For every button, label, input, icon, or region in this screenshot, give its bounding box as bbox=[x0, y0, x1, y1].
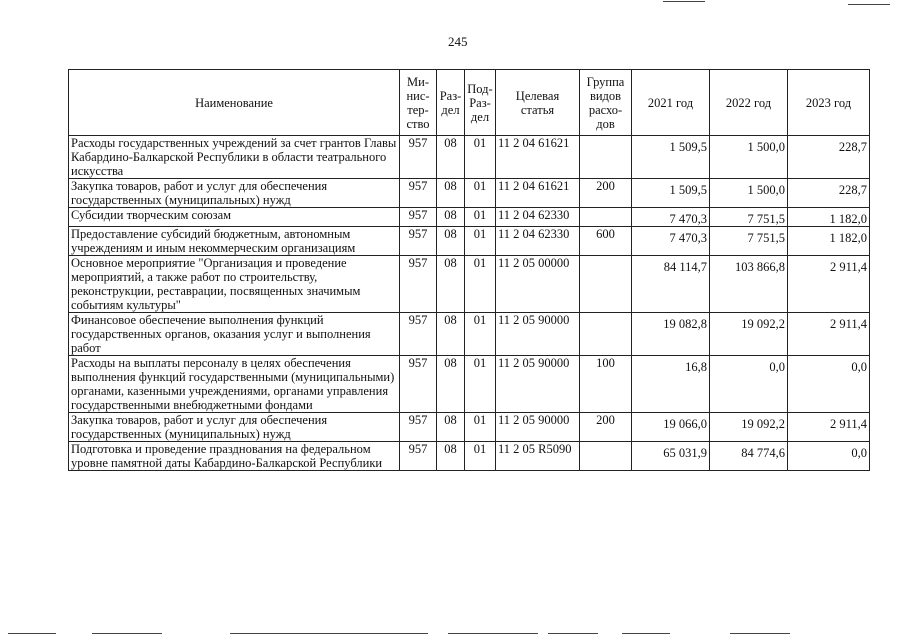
table-row bbox=[69, 313, 870, 356]
cell-subsection: 01 bbox=[465, 356, 496, 413]
cell-expense-group: 100 bbox=[580, 356, 632, 413]
cell-ministry: 957 bbox=[400, 256, 437, 313]
cell-2021 bbox=[632, 256, 710, 313]
cell-2023 bbox=[788, 179, 870, 208]
cell-2021-value: 7 470,3 bbox=[669, 231, 707, 245]
cell-target: 11 2 04 62330 bbox=[496, 208, 580, 227]
cell-2022 bbox=[710, 208, 788, 227]
cell-section: 08 bbox=[437, 313, 465, 356]
cell-2021 bbox=[632, 442, 710, 471]
cell-2022 bbox=[710, 413, 788, 442]
cell-2023 bbox=[788, 356, 870, 413]
cell-name: Основное мероприятие "Организация и проведение мероприятий, а также работ по строительству, реконструкции, реставрации, посвященных значимым событиям культуры" bbox=[69, 256, 400, 313]
cell-2022-value: 103 866,8 bbox=[735, 260, 785, 274]
cell-section: 08 bbox=[437, 227, 465, 256]
cell-expense-group bbox=[580, 136, 632, 179]
cell-ministry: 957 bbox=[400, 413, 437, 442]
cell-expense-group bbox=[580, 256, 632, 313]
cell-section: 08 bbox=[437, 136, 465, 179]
cell-2023-value: 1 182,0 bbox=[829, 231, 867, 245]
cell-2022-value: 19 092,2 bbox=[741, 317, 785, 331]
cell-2022-value: 84 774,6 bbox=[741, 446, 785, 460]
scan-mark bbox=[848, 4, 890, 5]
cell-2022-value: 7 751,5 bbox=[747, 212, 785, 226]
cell-2021 bbox=[632, 179, 710, 208]
cell-2021 bbox=[632, 356, 710, 413]
cell-2021-value: 19 082,8 bbox=[663, 317, 707, 331]
cell-2022 bbox=[710, 356, 788, 413]
scan-mark bbox=[92, 633, 162, 634]
table-row bbox=[69, 356, 870, 413]
cell-2021-value: 7 470,3 bbox=[669, 212, 707, 226]
header-row bbox=[69, 70, 870, 136]
cell-section: 08 bbox=[437, 356, 465, 413]
cell-2021 bbox=[632, 227, 710, 256]
scan-mark bbox=[663, 1, 705, 2]
cell-2023-value: 2 911,4 bbox=[829, 317, 867, 331]
cell-2023 bbox=[788, 136, 870, 179]
cell-2022 bbox=[710, 227, 788, 256]
scan-mark bbox=[230, 633, 428, 634]
cell-2021-value: 19 066,0 bbox=[663, 417, 707, 431]
cell-2023-value: 228,7 bbox=[838, 183, 867, 197]
cell-expense-group: 200 bbox=[580, 413, 632, 442]
cell-target: 11 2 05 90000 bbox=[496, 413, 580, 442]
cell-2023-value: 228,7 bbox=[838, 140, 867, 154]
cell-ministry: 957 bbox=[400, 136, 437, 179]
cell-expense-group bbox=[580, 208, 632, 227]
cell-2021-value: 1 509,5 bbox=[669, 183, 707, 197]
scan-mark bbox=[548, 633, 598, 634]
budget-table bbox=[68, 69, 870, 471]
cell-target: 11 2 05 90000 bbox=[496, 313, 580, 356]
cell-subsection: 01 bbox=[465, 313, 496, 356]
cell-2023-value: 1 182,0 bbox=[829, 212, 867, 226]
cell-subsection: 01 bbox=[465, 413, 496, 442]
cell-2021 bbox=[632, 208, 710, 227]
cell-name: Расходы государственных учреждений за счет грантов Главы Кабардино-Балкарской Республики в области театрального искусства bbox=[69, 136, 400, 179]
cell-2022 bbox=[710, 313, 788, 356]
cell-subsection: 01 bbox=[465, 227, 496, 256]
cell-name: Расходы на выплаты персоналу в целях обеспечения выполнения функций государственными (муниципальными) органами, казенными учреждениями, органами управления государственными внебюджетными фондами bbox=[69, 356, 400, 413]
header-section: Раз- дел bbox=[437, 70, 465, 136]
cell-2021-value: 16,8 bbox=[685, 360, 707, 374]
cell-2023-value: 0,0 bbox=[851, 360, 867, 374]
cell-2023 bbox=[788, 208, 870, 227]
cell-2022-value: 0,0 bbox=[769, 360, 785, 374]
cell-2023 bbox=[788, 227, 870, 256]
header-target: Целевая статья bbox=[496, 70, 580, 136]
header-expense-group: Группа видов расхо- дов bbox=[580, 70, 632, 136]
scan-mark bbox=[730, 633, 790, 634]
scan-mark bbox=[622, 633, 670, 634]
cell-ministry: 957 bbox=[400, 179, 437, 208]
cell-expense-group bbox=[580, 313, 632, 356]
scan-mark bbox=[8, 633, 56, 634]
header-2023: 2023 год bbox=[788, 70, 870, 136]
cell-ministry: 957 bbox=[400, 442, 437, 471]
cell-target: 11 2 05 R5090 bbox=[496, 442, 580, 471]
cell-2021 bbox=[632, 413, 710, 442]
scan-mark bbox=[448, 633, 538, 634]
cell-expense-group: 600 bbox=[580, 227, 632, 256]
cell-subsection: 01 bbox=[465, 256, 496, 313]
cell-2023-value: 2 911,4 bbox=[829, 260, 867, 274]
cell-2021-value: 84 114,7 bbox=[663, 260, 707, 274]
table-row bbox=[69, 256, 870, 313]
cell-target: 11 2 04 61621 bbox=[496, 179, 580, 208]
cell-ministry: 957 bbox=[400, 313, 437, 356]
header-ministry: Ми- нис- тер- ство bbox=[400, 70, 437, 136]
table-row bbox=[69, 208, 870, 227]
table-row bbox=[69, 413, 870, 442]
cell-2021-value: 65 031,9 bbox=[663, 446, 707, 460]
cell-subsection: 01 bbox=[465, 442, 496, 471]
cell-subsection: 01 bbox=[465, 136, 496, 179]
cell-2022-value: 1 500,0 bbox=[747, 183, 785, 197]
header-name: Наименование bbox=[69, 70, 400, 136]
table-row bbox=[69, 136, 870, 179]
header-2021: 2021 год bbox=[632, 70, 710, 136]
table-row bbox=[69, 179, 870, 208]
cell-target: 11 2 05 90000 bbox=[496, 356, 580, 413]
cell-2022 bbox=[710, 179, 788, 208]
cell-2023-value: 0,0 bbox=[851, 446, 867, 460]
cell-2022-value: 7 751,5 bbox=[747, 231, 785, 245]
cell-subsection: 01 bbox=[465, 208, 496, 227]
cell-section: 08 bbox=[437, 179, 465, 208]
cell-name: Предоставление субсидий бюджетным, автономным учреждениям и иным некоммерческим организациям bbox=[69, 227, 400, 256]
cell-section: 08 bbox=[437, 256, 465, 313]
table-row bbox=[69, 227, 870, 256]
cell-target: 11 2 04 61621 bbox=[496, 136, 580, 179]
cell-expense-group: 200 bbox=[580, 179, 632, 208]
cell-2021 bbox=[632, 313, 710, 356]
cell-2022 bbox=[710, 442, 788, 471]
cell-2022 bbox=[710, 136, 788, 179]
cell-2023 bbox=[788, 442, 870, 471]
cell-2023 bbox=[788, 313, 870, 356]
cell-name: Субсидии творческим союзам bbox=[69, 208, 400, 227]
cell-ministry: 957 bbox=[400, 227, 437, 256]
header-2022: 2022 год bbox=[710, 70, 788, 136]
cell-ministry: 957 bbox=[400, 356, 437, 413]
cell-2023 bbox=[788, 256, 870, 313]
cell-2021 bbox=[632, 136, 710, 179]
cell-2023-value: 2 911,4 bbox=[829, 417, 867, 431]
cell-name: Подготовка и проведение празднования на федеральном уровне памятной даты Кабардино-Балкарской Республики bbox=[69, 442, 400, 471]
cell-subsection: 01 bbox=[465, 179, 496, 208]
cell-2022-value: 19 092,2 bbox=[741, 417, 785, 431]
page-number: 245 bbox=[448, 34, 468, 49]
cell-name: Закупка товаров, работ и услуг для обеспечения государственных (муниципальных) нужд bbox=[69, 413, 400, 442]
cell-2023 bbox=[788, 413, 870, 442]
cell-name: Финансовое обеспечение выполнения функций государственных органов, оказания услуг и выполнения работ bbox=[69, 313, 400, 356]
cell-2022 bbox=[710, 256, 788, 313]
cell-target: 11 2 05 00000 bbox=[496, 256, 580, 313]
cell-section: 08 bbox=[437, 413, 465, 442]
cell-2022-value: 1 500,0 bbox=[747, 140, 785, 154]
cell-ministry: 957 bbox=[400, 208, 437, 227]
cell-2021-value: 1 509,5 bbox=[669, 140, 707, 154]
cell-section: 08 bbox=[437, 442, 465, 471]
table-row bbox=[69, 442, 870, 471]
cell-target: 11 2 04 62330 bbox=[496, 227, 580, 256]
header-subsection: Под- Раз- дел bbox=[465, 70, 496, 136]
cell-name: Закупка товаров, работ и услуг для обеспечения государственных (муниципальных) нужд bbox=[69, 179, 400, 208]
cell-section: 08 bbox=[437, 208, 465, 227]
cell-expense-group bbox=[580, 442, 632, 471]
